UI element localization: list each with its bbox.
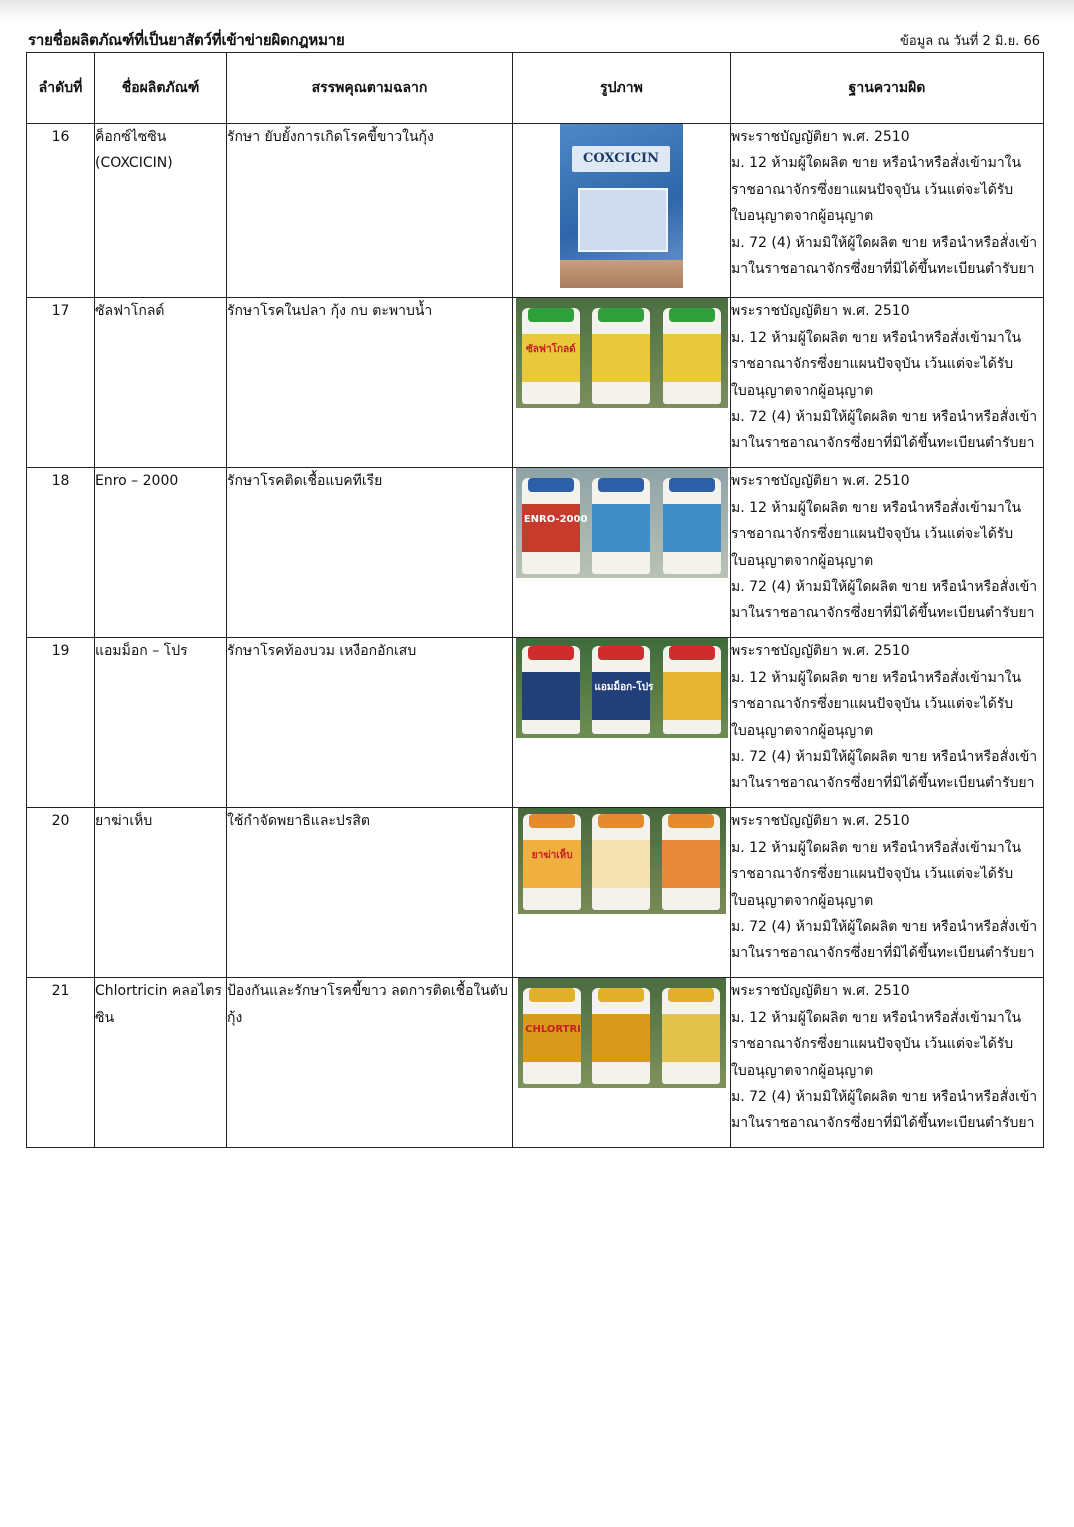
offense-cell xyxy=(731,638,1044,808)
offense-line: ใบอนุญาตจากผู้อนุญาต xyxy=(731,552,874,569)
jar: แอมม็อก-โปร xyxy=(592,646,650,734)
product-claim: รักษาโรคติดเชื้อแบคทีเรีย xyxy=(227,468,513,638)
offense-cell xyxy=(731,468,1044,638)
data-date: ข้อมูล ณ วันที่ 2 มิ.ย. 66 xyxy=(900,34,1040,49)
row-number: 16 xyxy=(27,124,95,298)
row-number: 19 xyxy=(27,638,95,808)
offense-line: ราชอาณาจักรซึ่งยาแผนปัจจุบัน เว้นแต่จะได้รับ xyxy=(731,1036,1014,1053)
jar: CHLORTRI xyxy=(523,988,581,1084)
offense-line: ราชอาณาจักรซึ่งยาแผนปัจจุบัน เว้นแต่จะได้รับ xyxy=(731,526,1014,543)
offense-line: พระราชบัญญัติยา พ.ศ. 2510 xyxy=(731,983,910,1000)
offense-line: ราชอาณาจักรซึ่งยาแผนปัจจุบัน เว้นแต่จะได้รับ xyxy=(731,181,1014,198)
product-table xyxy=(26,52,1044,1148)
offense-cell xyxy=(731,298,1044,468)
offense-line: มาในราชอาณาจักรซึ่งยาที่มิได้ขึ้นทะเบียนตำรับยา xyxy=(731,605,1035,622)
product-name: ซัลฟาโกลด์ xyxy=(95,298,227,468)
offense-line: ราชอาณาจักรซึ่งยาแผนปัจจุบัน เว้นแต่จะได้รับ xyxy=(731,356,1014,373)
product-claim: รักษาโรคท้องบวม เหงือกอักเสบ xyxy=(227,638,513,808)
column-header-offense: ฐานความผิด xyxy=(731,53,1044,124)
product-image-cell xyxy=(513,638,731,808)
top-shade xyxy=(0,0,1074,22)
jar xyxy=(662,988,720,1084)
bag-brand-text: COXCICIN xyxy=(582,151,660,166)
offense-line: มาในราชอาณาจักรซึ่งยาที่มิได้ขึ้นทะเบียนตำรับยา xyxy=(731,435,1035,452)
jar xyxy=(592,814,650,910)
column-header-name: ชื่อผลิตภัณฑ์ xyxy=(95,53,227,124)
offense-line: ม. 12 ห้ามผู้ใดผลิต ขาย หรือนำหรือสั่งเข้ามาใน xyxy=(731,499,1022,516)
offense-line: ใบอนุญาตจากผู้อนุญาต xyxy=(731,1062,874,1079)
bag-panel xyxy=(578,188,668,252)
column-header-claim: สรรพคุณตามฉลาก xyxy=(227,53,513,124)
jar xyxy=(663,308,721,404)
row-number: 17 xyxy=(27,298,95,468)
table-row xyxy=(27,808,1044,978)
product-photo xyxy=(518,808,726,914)
table-header-row xyxy=(27,53,1044,124)
offense-line: มาในราชอาณาจักรซึ่งยาที่มิได้ขึ้นทะเบียนตำรับยา xyxy=(731,775,1035,792)
offense-line: ใบอนุญาตจากผู้อนุญาต xyxy=(731,208,874,225)
jar xyxy=(663,646,721,734)
jar xyxy=(662,814,720,910)
offense-line: พระราชบัญญัติยา พ.ศ. 2510 xyxy=(731,473,910,490)
offense-line: ใบอนุญาตจากผู้อนุญาต xyxy=(731,892,874,909)
product-photo xyxy=(560,124,683,288)
offense-line: พระราชบัญญัติยา พ.ศ. 2510 xyxy=(731,643,910,660)
product-image-cell xyxy=(513,978,731,1148)
offense-line: ม. 12 ห้ามผู้ใดผลิต ขาย หรือนำหรือสั่งเข้ามาใน xyxy=(731,155,1022,172)
jar xyxy=(592,478,650,574)
offense-line: พระราชบัญญัติยา พ.ศ. 2510 xyxy=(731,129,910,145)
offense-line: ม. 72 (4) ห้ามมิให้ผู้ใดผลิต ขาย หรือนำหรือสั่งเข้า xyxy=(731,919,1038,936)
offense-line: ม. 72 (4) ห้ามมิให้ผู้ใดผลิต ขาย หรือนำหรือสั่งเข้า xyxy=(731,409,1038,426)
offense-cell xyxy=(731,124,1044,298)
product-image-cell xyxy=(513,298,731,468)
offense-line: ม. 12 ห้ามผู้ใดผลิต ขาย หรือนำหรือสั่งเข้ามาใน xyxy=(731,669,1022,686)
document-title: รายชื่อผลิตภัณฑ์ที่เป็นยาสัตว์ที่เข้าข่ายผิดกฎหมาย xyxy=(28,31,345,49)
offense-line: พระราชบัญญัติยา พ.ศ. 2510 xyxy=(731,813,910,830)
column-header-image: รูปภาพ xyxy=(513,53,731,124)
offense-line: มาในราชอาณาจักรซึ่งยาที่มิได้ขึ้นทะเบียนตำรับยา xyxy=(731,945,1035,962)
product-name: ยาฆ่าเห็บ xyxy=(95,808,227,978)
offense-line: ราชอาณาจักรซึ่งยาแผนปัจจุบัน เว้นแต่จะได้รับ xyxy=(731,866,1014,883)
hand xyxy=(560,260,683,288)
jar: ซัลฟาโกลด์ xyxy=(522,308,580,404)
table-row xyxy=(27,124,1044,298)
jar xyxy=(592,988,650,1084)
column-header-no: ลำดับที่ xyxy=(27,53,95,124)
offense-line: ม. 72 (4) ห้ามมิให้ผู้ใดผลิต ขาย หรือนำหรือสั่งเข้า xyxy=(731,1089,1038,1106)
jar xyxy=(522,646,580,734)
product-claim: ใช้กำจัดพยาธิและปรสิต xyxy=(227,808,513,978)
table-row xyxy=(27,978,1044,1148)
offense-line: ม. 12 ห้ามผู้ใดผลิต ขาย หรือนำหรือสั่งเข้ามาใน xyxy=(731,329,1022,346)
product-name: ค็อกซ์ไซซิน (COXCICIN) xyxy=(95,124,227,298)
product-photo xyxy=(516,298,728,408)
offense-line: ม. 72 (4) ห้ามมิให้ผู้ใดผลิต ขาย หรือนำหรือสั่งเข้า xyxy=(731,579,1038,596)
table-row xyxy=(27,468,1044,638)
offense-cell xyxy=(731,978,1044,1148)
product-image-cell xyxy=(513,808,731,978)
row-number: 21 xyxy=(27,978,95,1148)
offense-line: ม. 72 (4) ห้ามมิให้ผู้ใดผลิต ขาย หรือนำหรือสั่งเข้า xyxy=(731,234,1038,251)
jar xyxy=(592,308,650,404)
offense-line: ม. 72 (4) ห้ามมิให้ผู้ใดผลิต ขาย หรือนำหรือสั่งเข้า xyxy=(731,749,1038,766)
table-row xyxy=(27,638,1044,808)
product-photo xyxy=(518,978,726,1088)
table-row xyxy=(27,298,1044,468)
product-claim: รักษาโรคในปลา กุ้ง กบ ตะพาบน้ำ xyxy=(227,298,513,468)
offense-line: ม. 12 ห้ามผู้ใดผลิต ขาย หรือนำหรือสั่งเข้ามาใน xyxy=(731,839,1022,856)
offense-line: มาในราชอาณาจักรซึ่งยาที่มิได้ขึ้นทะเบียนตำรับยา xyxy=(731,1115,1035,1132)
jar xyxy=(663,478,721,574)
product-image-cell xyxy=(513,124,731,298)
row-number: 20 xyxy=(27,808,95,978)
product-name: แอมม็อก – โปร xyxy=(95,638,227,808)
offense-line: ใบอนุญาตจากผู้อนุญาต xyxy=(731,722,874,739)
product-claim: รักษา ยับยั้งการเกิดโรคขี้ขาวในกุ้ง xyxy=(227,124,513,298)
offense-line: ใบอนุญาตจากผู้อนุญาต xyxy=(731,382,874,399)
product-name: Enro – 2000 xyxy=(95,468,227,638)
offense-line: ม. 12 ห้ามผู้ใดผลิต ขาย หรือนำหรือสั่งเข้ามาใน xyxy=(731,1009,1022,1026)
product-name: Chlortricin คลอไตรซิน xyxy=(95,978,227,1148)
jar: ENRO-2000 xyxy=(522,478,580,574)
product-image-cell xyxy=(513,468,731,638)
jar: ยาฆ่าเห็บ xyxy=(523,814,581,910)
offense-line: ราชอาณาจักรซึ่งยาแผนปัจจุบัน เว้นแต่จะได้รับ xyxy=(731,696,1014,713)
row-number: 18 xyxy=(27,468,95,638)
offense-cell xyxy=(731,808,1044,978)
offense-line: พระราชบัญญัติยา พ.ศ. 2510 xyxy=(731,303,910,320)
product-photo xyxy=(516,638,728,738)
product-photo xyxy=(516,468,728,578)
offense-line: มาในราชอาณาจักรซึ่งยาที่มิได้ขึ้นทะเบียนตำรับยา xyxy=(731,261,1035,278)
product-claim: ป้องกันและรักษาโรคขี้ขาว ลดการติดเชื้อในตับกุ้ง xyxy=(227,978,513,1148)
